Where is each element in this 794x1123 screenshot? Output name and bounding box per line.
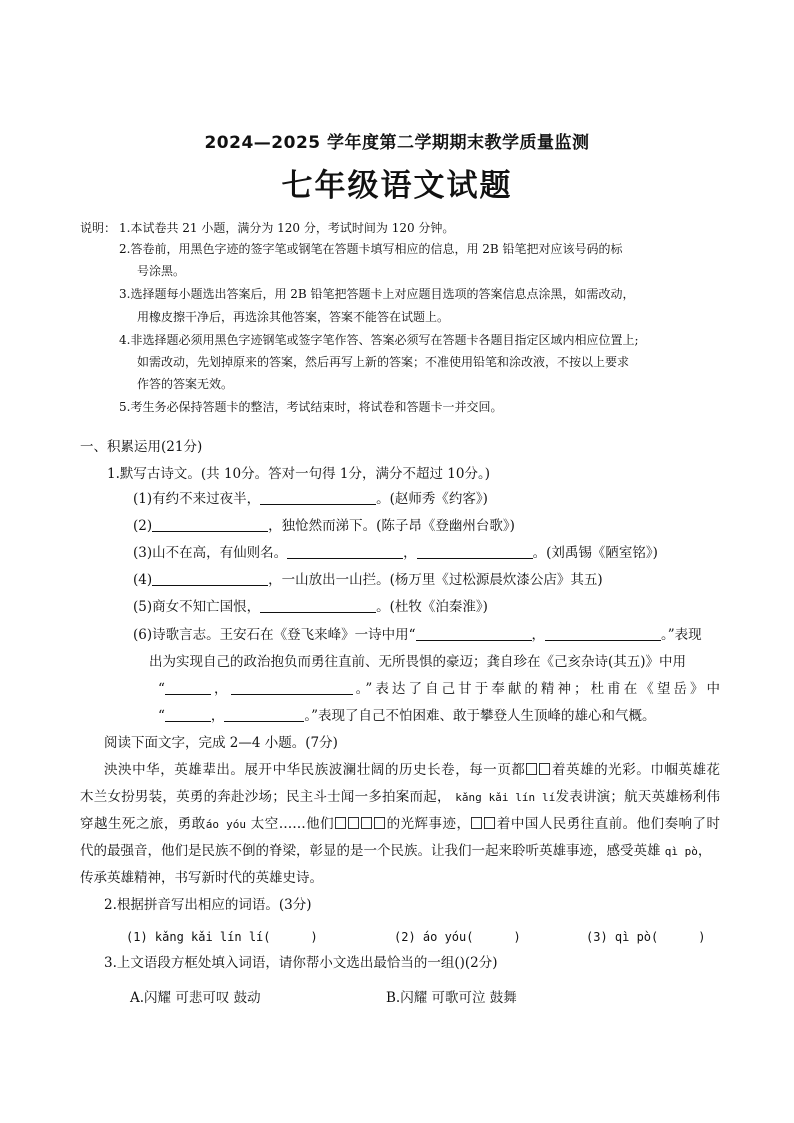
instruction-line: 3.选择题每小题选出答案后，用 2B 铅笔把答题卡上对应题目选项的答案信息点涂黑，如需改动， [119, 287, 635, 301]
reading-paragraph-line: 穿越生死之旅，勇敢áo yóu 太空……他们 的光辉事迹， 着中国人民勇往直前。他们奏响了时 [80, 816, 721, 832]
answer-blank[interactable] [152, 571, 268, 586]
answer-box[interactable] [335, 817, 346, 829]
q1-item-2: (2) ，独怆然而涕下。(陈子昂《登幽州台歌》) [133, 518, 515, 534]
q1-item-6-line-1: (6)诗歌言志。王安石在《登飞来峰》一诗中用“ ， 。”表现 [133, 627, 702, 643]
answer-blank[interactable] [224, 707, 304, 722]
q1-item-6-line-2: 出为实现自己的政治抱负而勇往直前、无所畏惧的豪迈；龚自珍在《己亥杂诗(其五)》中用 [149, 654, 687, 670]
answer-box[interactable] [471, 817, 482, 829]
answer-box[interactable] [348, 817, 359, 829]
answer-blank[interactable] [165, 680, 211, 695]
instruction-line: 作答的答案无效。 [137, 377, 234, 391]
answer-blank[interactable] [417, 544, 533, 559]
q2-item-2: (2) áo yóu( ) [394, 930, 521, 944]
answer-box[interactable] [526, 763, 537, 775]
q1-item-3: (3)山不在高，有仙则名。 ， 。(刘禹锡《陋室铭》) [133, 545, 658, 561]
instruction-line: 如需改动，先划掉原来的答案，然后再写上新的答案；不准使用铅笔和涂改液，不按以上要求 [137, 355, 630, 369]
question-2-stem: 2.根据拼音写出相应的词语。(3分) [104, 897, 312, 913]
instruction-line: 4.非选择题必须用黑色字迹钢笔或签字笔作答、答案必须写在答题卡各题目指定区域内相应位置上; [119, 333, 639, 347]
reading-paragraph-line: 泱泱中华，英雄辈出。展开中华民族波澜壮阔的历史长卷，每一页都 着英雄的光彩。巾帼英雄花 [104, 762, 721, 778]
answer-box[interactable] [374, 817, 385, 829]
instruction-line: 1.本试卷共 21 小题，满分为 120 分，考试时间为 120 分钟。 [119, 221, 455, 235]
q1-item-5: (5)商女不知亡国恨， 。(杜牧《泊秦淮》) [133, 599, 488, 615]
q1-item-6-line-4: “ ， 。”表现了自己不怕困难、敢于攀登人生顶峰的雄心和气概。 [158, 708, 656, 724]
answer-blank[interactable] [231, 680, 353, 695]
exam-title: 2024—2025 学年度第二学期期末教学质量监测 [204, 133, 590, 153]
q1-item-6-line-3: “ ， 。”表达了自己甘于奉献的精神；杜甫在《望岳》中 [158, 681, 721, 697]
answer-blank[interactable] [545, 626, 661, 641]
instruction-line: 号涂黑。 [137, 264, 186, 278]
answer-blank[interactable] [416, 626, 532, 641]
q1-item-4: (4) ，一山放出一山拦。(杨万里《过松源晨炊漆公店》其五) [133, 572, 603, 588]
q3-option-a[interactable]: A.闪耀 可悲可叹 鼓动 [130, 990, 261, 1006]
question-1-stem: 1.默写古诗文。(共 10分。答对一句得 1分，满分不超过 10分。) [107, 466, 490, 482]
instruction-line: 用橡皮擦干净后，再选涂其他答案，答案不能答在试题上。 [137, 310, 450, 324]
subject-title: 七年级语文试题 [281, 168, 513, 204]
instruction-line: 2.答卷前，用黑色字迹的签字笔或钢笔在答题卡填写相应的信息，用 2B 铅笔把对应该号码的标 [119, 242, 623, 256]
reading-paragraph-line: 代的最强音，他们是民族不倒的脊梁，彰显的是一个民族。让我们一起来聆听英雄事迹，感受英雄 qì pò， [80, 843, 712, 859]
answer-blank[interactable] [287, 544, 403, 559]
instruction-line: 5.考生务必保持答题卡的整洁，考试结束时，将试卷和答题卡一并交回。 [119, 400, 503, 414]
q2-item-1: (1) kǎng kǎi lín lí( ) [126, 930, 318, 944]
question-3-stem: 3.上文语段方框处填入词语，请你帮小文选出最恰当的一组()(2分) [104, 955, 498, 971]
reading-paragraph-line: 传承英雄精神，书写新时代的英雄史诗。 [80, 870, 323, 886]
q1-item-1: (1)有约不来过夜半， 。(赵师秀《约客》) [133, 491, 488, 507]
answer-box[interactable] [539, 763, 550, 775]
answer-blank[interactable] [152, 517, 268, 532]
section-heading: 一、积累运用(21分) [80, 439, 203, 455]
reading-instruction: 阅读下面文字，完成 2—4 小题。(7分) [104, 735, 338, 751]
q3-option-b[interactable]: B.闪耀 可歌可泣 鼓舞 [386, 990, 517, 1006]
instructions-label: 说明： [80, 221, 117, 235]
answer-blank[interactable] [260, 490, 376, 505]
answer-box[interactable] [361, 817, 372, 829]
answer-blank[interactable] [260, 598, 376, 613]
reading-paragraph-line: 木兰女扮男装，英勇的奔赴沙场；民主斗士闻一多拍案而起， kǎng kǎi lín lí发表讲演；航天英雄杨利伟 [80, 789, 721, 805]
answer-blank[interactable] [165, 707, 211, 722]
q2-item-3: (3) qì pò( ) [586, 930, 706, 944]
answer-box[interactable] [484, 817, 495, 829]
